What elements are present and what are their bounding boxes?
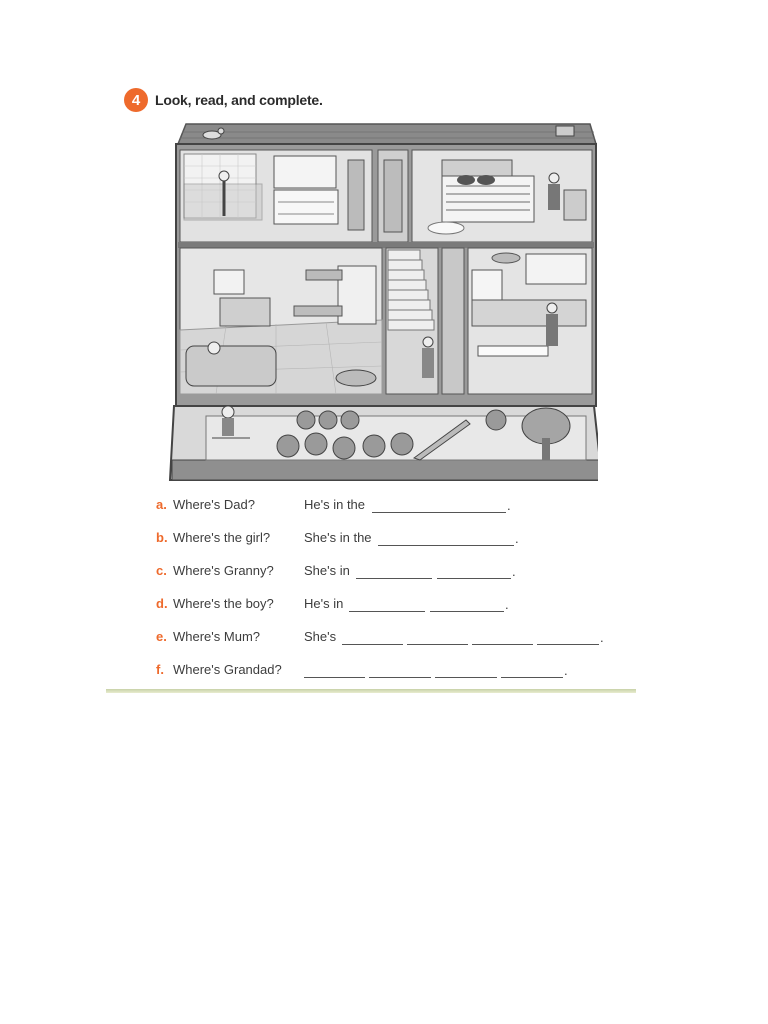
- house-cutaway-illustration: [166, 120, 598, 488]
- kitchen-room: [468, 248, 592, 394]
- answer-prefix: He's in the: [304, 497, 366, 512]
- answer-blank[interactable]: [349, 611, 425, 612]
- answer-period: .: [507, 498, 511, 513]
- chimney-bird-icon: [556, 126, 574, 136]
- exercise-header: [124, 88, 323, 112]
- answer-blank[interactable]: [407, 644, 468, 645]
- answer-blank[interactable]: [435, 677, 497, 678]
- question-letter: c.: [156, 563, 167, 578]
- garden-area: [170, 406, 598, 480]
- question-row-a: [156, 497, 636, 517]
- exercise-instruction: Look, read, and complete.: [155, 92, 323, 108]
- answer-period: .: [515, 531, 519, 546]
- question-text: Where's Dad?: [173, 497, 255, 512]
- question-letter: b.: [156, 530, 168, 545]
- page-divider: [106, 689, 636, 693]
- answer-blank[interactable]: [472, 644, 533, 645]
- answer-period: .: [505, 597, 509, 612]
- question-letter: a.: [156, 497, 167, 512]
- answer-blank[interactable]: [437, 578, 511, 579]
- answer-prefix: He's in: [304, 596, 344, 611]
- question-text: Where's the girl?: [173, 530, 271, 545]
- living-room: [180, 248, 382, 394]
- answer-blank[interactable]: [356, 578, 432, 579]
- answer-blank[interactable]: [537, 644, 599, 645]
- exercise-number-badge: 4: [124, 88, 148, 112]
- answer-blank[interactable]: [378, 545, 514, 546]
- answer-blank[interactable]: [304, 677, 365, 678]
- answer-period: .: [512, 564, 516, 579]
- answer-blank[interactable]: [342, 644, 403, 645]
- answer-period: .: [564, 663, 568, 678]
- question-row-e: [156, 629, 636, 649]
- question-letter: d.: [156, 596, 168, 611]
- answer-period: .: [600, 630, 604, 645]
- question-row-c: [156, 563, 636, 583]
- bathroom-room: [180, 150, 372, 242]
- answer-blank[interactable]: [501, 677, 563, 678]
- answer-blank[interactable]: [369, 677, 431, 678]
- question-text: Where's Granny?: [173, 563, 274, 578]
- question-letter: e.: [156, 629, 167, 644]
- answer-blank[interactable]: [430, 611, 504, 612]
- question-text: Where's Mum?: [173, 629, 261, 644]
- answer-blank[interactable]: [372, 512, 506, 513]
- question-letter: f.: [156, 662, 164, 677]
- bedroom-room: [412, 150, 592, 242]
- question-text: Where's Grandad?: [173, 662, 282, 677]
- answer-prefix: She's in: [304, 563, 350, 578]
- question-row-d: [156, 596, 636, 616]
- question-row-b: [156, 530, 636, 550]
- question-row-f: [156, 662, 636, 682]
- hallway-stairs: [386, 248, 464, 394]
- question-text: Where's the boy?: [173, 596, 274, 611]
- answer-prefix: She's: [304, 629, 337, 644]
- answer-prefix: She's in the: [304, 530, 372, 545]
